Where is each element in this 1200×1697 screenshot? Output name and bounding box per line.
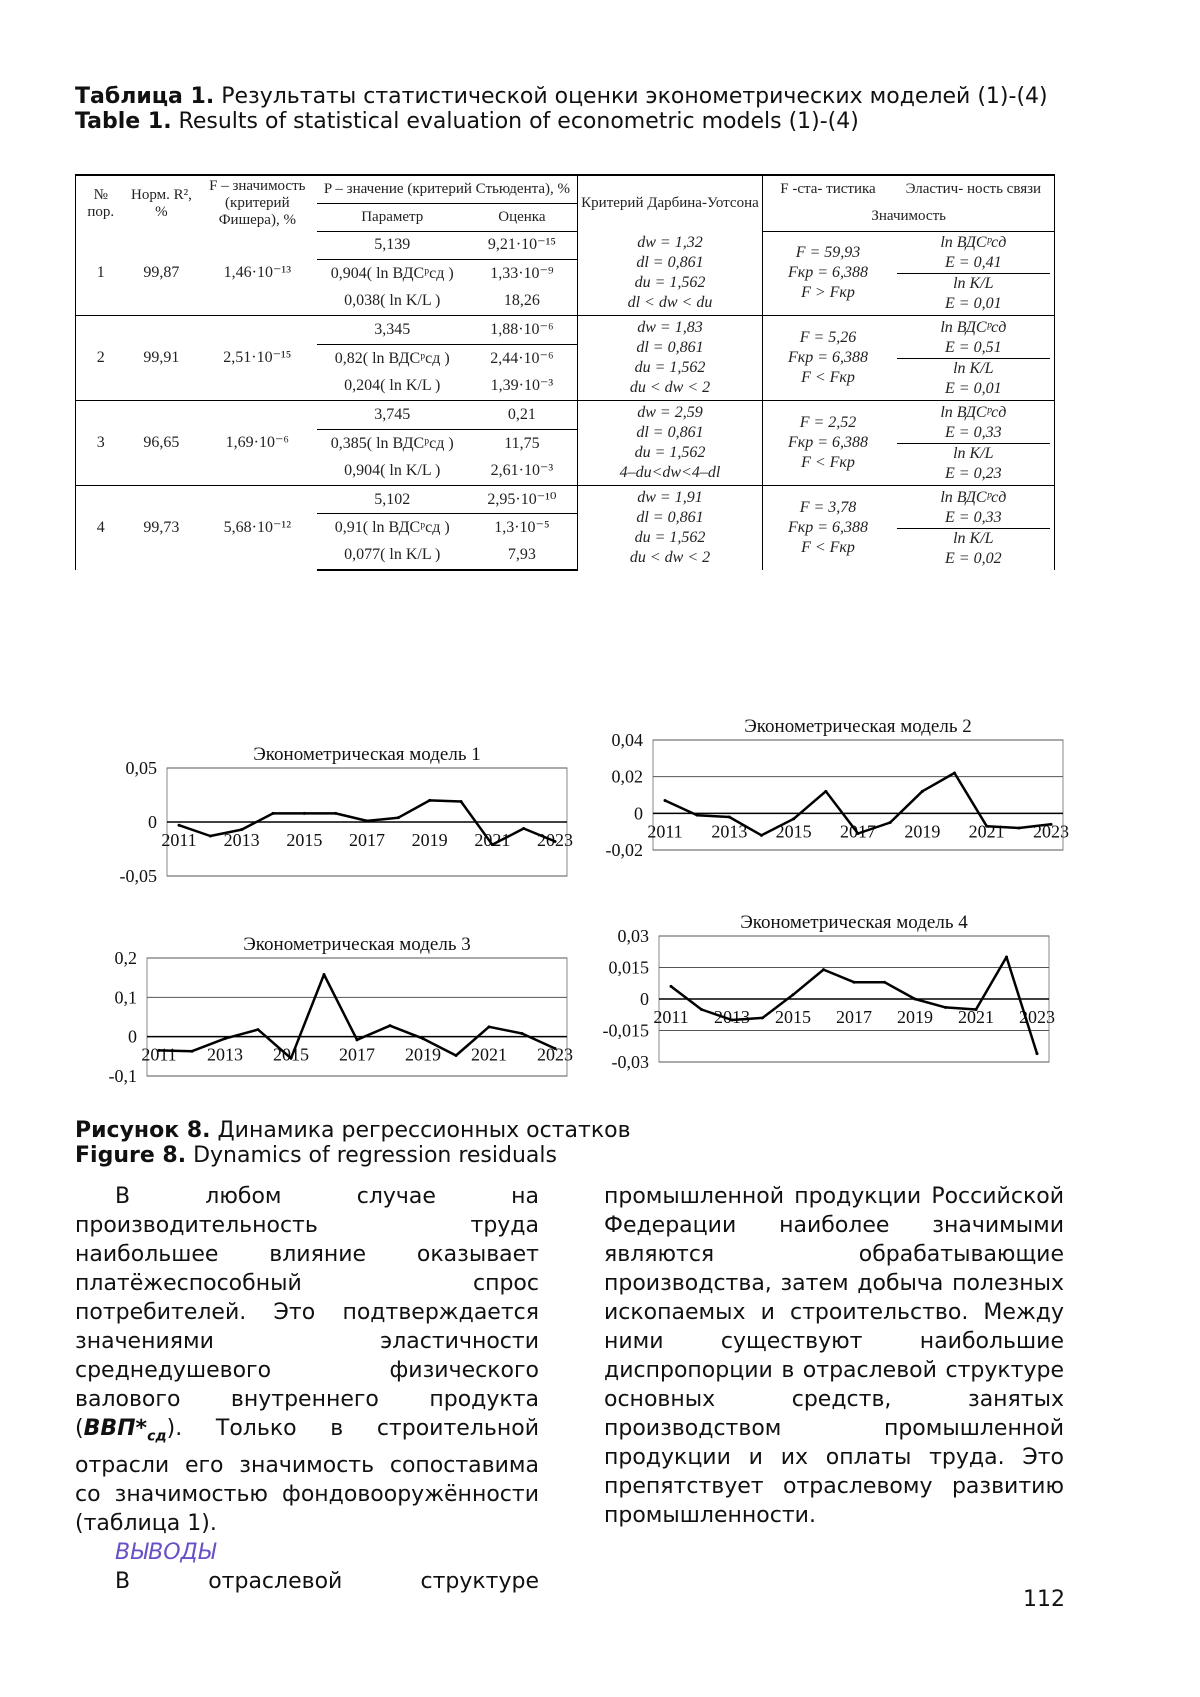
header-p-value: P – значение (критерий Стьюдента), %: [317, 175, 577, 203]
data-point: [209, 835, 212, 838]
f-significance: 1,46·10⁻¹³: [197, 231, 317, 316]
figure-caption: [75, 1118, 1055, 1168]
header-significance: Значимость: [763, 203, 1055, 231]
x-tick-label: 2021: [969, 821, 1005, 841]
data-point: [178, 824, 181, 827]
y-tick-label: 0: [640, 989, 649, 1009]
y-tick-label: -0,1: [109, 1066, 138, 1086]
x-tick-label: 2023: [1019, 1007, 1055, 1027]
x-tick-label: 2021: [958, 1007, 994, 1027]
paragraph: В любом случае на производительность труда наибольшее влияние оказывает платёжеспособный спрос потребителей. Это подтверждается значениями эластичности среднедушевого физического валового внутреннего продукта (ВВП*сд). Только в строительной отрасли его значимость сопоставима со значимостью фондовооружённости (таблица 1).: [75, 1182, 539, 1538]
y-tick-label: 0,05: [126, 758, 158, 778]
data-point: [356, 1038, 359, 1041]
table-caption: [75, 84, 1055, 134]
elasticity-cell: [893, 401, 1055, 486]
elasticity-cell: [893, 316, 1055, 401]
page-number: 112: [1023, 1587, 1065, 1612]
residuals-chart: [583, 918, 1083, 1093]
dw-line: dl = 0,861: [581, 423, 760, 443]
x-tick-label: 2017: [836, 1007, 872, 1027]
parameter-cell: 0,077( ln K/L ): [317, 542, 467, 570]
paragraph: В отраслевой структуре: [75, 1567, 539, 1596]
data-point: [1050, 823, 1053, 826]
chart-title: Эконометрическая модель 2: [744, 716, 972, 737]
estimate-cell: 1,33·10⁻⁹: [467, 260, 577, 288]
residuals-chart: [75, 740, 575, 885]
elasticity-line: E = 0,41: [897, 253, 1050, 274]
data-point: [761, 1016, 764, 1019]
r2-value: 96,65: [125, 401, 197, 486]
data-point: [1005, 956, 1008, 959]
y-tick-label: -0,03: [612, 1052, 650, 1072]
x-tick-label: 2017: [339, 1045, 375, 1065]
durbin-watson-cell: [577, 231, 763, 316]
data-point: [191, 1050, 194, 1053]
f-significance: 2,51·10⁻¹⁵: [197, 316, 317, 401]
durbin-watson-cell: [577, 401, 763, 486]
x-tick-label: 2019: [904, 821, 940, 841]
data-point: [921, 790, 924, 793]
dw-line: dw = 1,32: [581, 233, 760, 253]
dw-line: dl = 0,861: [581, 253, 760, 273]
elasticity-line: ln K/L: [897, 529, 1050, 549]
x-tick-label: 2015: [776, 821, 812, 841]
data-point: [488, 1025, 491, 1028]
dw-line: du < dw < 2: [581, 548, 760, 568]
r2-value: 99,91: [125, 316, 197, 401]
r2-value: 99,87: [125, 231, 197, 316]
header-durbin-watson: Критерий Дарбина-Уотсона: [577, 175, 763, 231]
f-stat-line: F = 5,26: [766, 328, 889, 348]
elasticity-line: ln ВДСᵖсд: [897, 318, 1050, 338]
caption-text: Dynamics of regression residuals: [186, 1143, 557, 1168]
f-significance: 5,68·10⁻¹²: [197, 486, 317, 571]
f-significance: 1,69·10⁻⁶: [197, 401, 317, 486]
dw-line: du = 1,562: [581, 358, 760, 378]
data-point: [290, 1057, 293, 1060]
data-point: [889, 821, 892, 824]
data-point: [422, 1037, 425, 1040]
parameter-cell: 5,139: [317, 231, 467, 260]
y-tick-label: -0,05: [120, 866, 158, 886]
parameter-cell: 0,91( ln ВДСᵖсд ): [317, 514, 467, 542]
f-statistic-cell: [763, 401, 893, 486]
data-point: [158, 1049, 161, 1052]
y-tick-label: 0,1: [115, 987, 138, 1007]
data-point: [521, 1032, 524, 1035]
parameter-cell: 0,904( ln ВДСᵖсд ): [317, 260, 467, 288]
x-tick-label: 2021: [474, 830, 510, 850]
paragraph: промышленной продукции Российской Федерации наиболее значимыми являются обрабатывающие производства, затем добыча полезных ископаемых и строительство. Между ними существуют наибольшие диспропорции в отраслевой структуре основных средств, занятых производством промышленной продукции и их оплаты труда. Это препятствует отраслевому развитию промышленности.: [604, 1182, 1064, 1530]
y-tick-label: 0,02: [612, 767, 644, 787]
row-number: 2: [76, 316, 126, 401]
f-stat-line: F = 2,52: [766, 413, 889, 433]
estimate-cell: 11,75: [467, 429, 577, 457]
parameter-cell: 0,204( ln K/L ): [317, 372, 467, 400]
dw-line: du = 1,562: [581, 273, 760, 293]
x-tick-label: 2013: [207, 1045, 243, 1065]
header-elasticity: Эластич- ность связи: [893, 175, 1055, 203]
table-caption-en: [75, 109, 1055, 134]
x-tick-label: 2015: [273, 1045, 309, 1065]
data-point: [985, 825, 988, 828]
parameter-cell: 0,82( ln ВДСᵖсд ): [317, 344, 467, 372]
x-tick-label: 2019: [897, 1007, 933, 1027]
header-f-significance: F – значимость (критерий Фишера), %: [197, 175, 317, 231]
parameter-cell: 3,745: [317, 401, 467, 430]
y-tick-label: 0: [128, 1027, 137, 1047]
data-point: [522, 827, 525, 830]
f-stat-line: F > Fкр: [766, 283, 889, 303]
caption-label: Table 1.: [75, 109, 172, 134]
estimate-cell: 2,44·10⁻⁶: [467, 344, 577, 372]
caption-label: Рисунок 8.: [75, 1118, 211, 1143]
data-point: [760, 834, 763, 837]
elasticity-line: E = 0,51: [897, 338, 1050, 359]
estimate-cell: 18,26: [467, 288, 577, 316]
data-point: [857, 832, 860, 835]
estimate-cell: 1,39·10⁻³: [467, 372, 577, 400]
caption-label: Figure 8.: [75, 1143, 186, 1168]
x-tick-label: 2011: [653, 1007, 688, 1027]
x-tick-label: 2019: [405, 1045, 441, 1065]
data-point: [303, 812, 306, 815]
estimate-cell: 1,88·10⁻⁶: [467, 316, 577, 345]
dw-line: dl = 0,861: [581, 508, 760, 528]
dw-line: dw = 1,91: [581, 488, 760, 508]
y-tick-label: 0,04: [612, 730, 644, 750]
y-tick-label: 0,015: [609, 958, 650, 978]
f-stat-line: F < Fкр: [766, 368, 889, 388]
f-statistic-cell: [763, 231, 893, 316]
data-point: [323, 973, 326, 976]
caption-text: Results of statistical evaluation of econometric models (1)-(4): [172, 109, 859, 134]
data-point: [914, 998, 917, 1001]
x-tick-label: 2011: [141, 1045, 176, 1065]
results-table: [75, 174, 1055, 571]
data-point: [389, 1024, 392, 1027]
dw-line: dl < dw < du: [581, 293, 760, 313]
section-heading: ВЫВОДЫ: [75, 1538, 539, 1567]
f-stat-line: Fкр = 6,388: [766, 348, 889, 368]
estimate-cell: 9,21·10⁻¹⁵: [467, 231, 577, 260]
x-tick-label: 2021: [471, 1045, 507, 1065]
y-tick-label: 0,2: [115, 948, 138, 968]
elasticity-line: ln ВДСᵖсд: [897, 233, 1050, 253]
data-point: [700, 1008, 703, 1011]
chart-title: Эконометрическая модель 1: [253, 744, 481, 765]
header-estimate: Оценка: [467, 203, 577, 231]
elasticity-cell: [893, 231, 1055, 316]
x-tick-label: 2017: [349, 830, 385, 850]
y-tick-label: 0: [634, 803, 643, 823]
durbin-watson-cell: [577, 316, 763, 401]
x-tick-label: 2011: [161, 830, 196, 850]
row-number: 1: [76, 231, 126, 316]
gdp-symbol: ВВП*: [84, 1416, 147, 1441]
elasticity-line: ln ВДСᵖсд: [897, 403, 1050, 423]
data-point: [853, 981, 856, 984]
y-tick-label: -0,02: [606, 840, 644, 860]
caption-label: Таблица 1.: [75, 84, 214, 109]
data-point: [491, 843, 494, 846]
elasticity-line: ln ВДСᵖсд: [897, 488, 1050, 508]
x-tick-label: 2011: [647, 821, 682, 841]
caption-text: Результаты статистической оценки эконометрических моделей (1)-(4): [214, 84, 1047, 109]
x-tick-label: 2015: [286, 830, 322, 850]
x-tick-label: 2013: [714, 1007, 750, 1027]
data-point: [272, 812, 275, 815]
data-point: [334, 812, 337, 815]
data-point: [822, 968, 825, 971]
figure-caption-en: [75, 1143, 1055, 1168]
dw-line: du = 1,562: [581, 528, 760, 548]
chart-model-2: [583, 728, 1083, 882]
table-caption-ru: [75, 84, 1055, 109]
x-tick-label: 2019: [412, 830, 448, 850]
data-point: [428, 799, 431, 802]
f-stat-line: F < Fкр: [766, 538, 889, 558]
data-point: [554, 840, 557, 843]
residuals-series-line: [671, 957, 1037, 1054]
dw-line: du = 1,562: [581, 443, 760, 463]
elasticity-line: ln K/L: [897, 274, 1050, 294]
chart-model-1: [75, 740, 575, 889]
elasticity-line: E = 0,01: [897, 294, 1050, 314]
estimate-cell: 0,21: [467, 401, 577, 430]
dw-line: 4–du<dw<4–dl: [581, 463, 760, 483]
estimate-cell: 1,3·10⁻⁵: [467, 514, 577, 542]
dw-line: dw = 1,83: [581, 318, 760, 338]
durbin-watson-cell: [577, 486, 763, 571]
r2-value: 99,73: [125, 486, 197, 571]
data-point: [728, 816, 731, 819]
f-stat-line: Fкр = 6,388: [766, 263, 889, 283]
residuals-chart: [583, 728, 1083, 878]
figure-caption-ru: [75, 1118, 1055, 1143]
f-stat-line: F = 3,78: [766, 498, 889, 518]
elasticity-cell: [893, 486, 1055, 571]
dw-line: dw = 2,59: [581, 403, 760, 423]
data-point: [257, 1028, 260, 1031]
data-point: [696, 814, 699, 817]
f-stat-line: F < Fкр: [766, 453, 889, 473]
dw-line: dl = 0,861: [581, 338, 760, 358]
estimate-cell: 2,61·10⁻³: [467, 457, 577, 485]
chart-model-3: [75, 918, 575, 1097]
x-tick-label: 2023: [537, 1045, 573, 1065]
parameter-cell: 0,038( ln K/L ): [317, 288, 467, 316]
data-point: [455, 1054, 458, 1057]
y-tick-label: -0,015: [603, 1021, 650, 1041]
chart-title: Эконометрическая модель 4: [740, 912, 968, 933]
estimate-cell: 2,95·10⁻¹⁰: [467, 486, 577, 514]
data-point: [975, 1008, 978, 1011]
x-tick-label: 2015: [775, 1007, 811, 1027]
y-tick-label: 0: [148, 812, 157, 832]
row-number: 3: [76, 401, 126, 486]
data-point: [397, 816, 400, 819]
header-no: № пор.: [76, 175, 126, 231]
data-point: [792, 993, 795, 996]
residuals-chart: [75, 918, 575, 1093]
elasticity-line: E = 0,23: [897, 464, 1050, 484]
chart-title: Эконометрическая модель 3: [243, 934, 471, 955]
elasticity-line: E = 0,01: [897, 379, 1050, 399]
f-stat-line: F = 59,93: [766, 243, 889, 263]
header-r2: Норм. R², %: [125, 175, 197, 231]
data-point: [460, 800, 463, 803]
data-point: [554, 1047, 557, 1050]
f-stat-line: Fкр = 6,388: [766, 433, 889, 453]
elasticity-line: E = 0,02: [897, 549, 1050, 569]
header-f-stat: F -ста- тистика: [763, 175, 893, 203]
f-stat-line: Fкр = 6,388: [766, 518, 889, 538]
elasticity-line: ln K/L: [897, 359, 1050, 379]
x-tick-label: 2017: [840, 821, 876, 841]
data-point: [883, 981, 886, 984]
elasticity-line: E = 0,33: [897, 423, 1050, 444]
caption-text: Динамика регрессионных остатков: [211, 1118, 631, 1143]
y-tick-label: 0,03: [618, 926, 650, 946]
data-point: [731, 1019, 734, 1022]
f-statistic-cell: [763, 316, 893, 401]
elasticity-line: E = 0,33: [897, 508, 1050, 529]
body-right-column: [604, 1182, 1064, 1530]
gdp-subscript: сд: [147, 1428, 167, 1444]
data-point: [824, 790, 827, 793]
chart-model-4: [583, 918, 1083, 1097]
data-point: [224, 1037, 227, 1040]
parameter-cell: 5,102: [317, 486, 467, 514]
data-point: [953, 772, 956, 775]
x-tick-label: 2013: [224, 830, 260, 850]
parameter-cell: 0,385( ln ВДСᵖсд ): [317, 429, 467, 457]
data-point: [944, 1006, 947, 1009]
x-tick-label: 2023: [1033, 821, 1069, 841]
data-point: [366, 819, 369, 822]
elasticity-line: ln K/L: [897, 444, 1050, 464]
dw-line: du < dw < 2: [581, 378, 760, 398]
body-left-column: [75, 1182, 539, 1596]
header-parameter: Параметр: [317, 203, 467, 231]
parameter-cell: 3,345: [317, 316, 467, 345]
data-point: [792, 817, 795, 820]
data-point: [240, 828, 243, 831]
data-point: [664, 799, 667, 802]
data-point: [1017, 827, 1020, 830]
parameter-cell: 0,904( ln K/L ): [317, 457, 467, 485]
data-point: [1036, 1052, 1039, 1055]
f-statistic-cell: [763, 486, 893, 571]
data-point: [670, 985, 673, 988]
estimate-cell: 7,93: [467, 542, 577, 570]
row-number: 4: [76, 486, 126, 571]
x-tick-label: 2013: [711, 821, 747, 841]
